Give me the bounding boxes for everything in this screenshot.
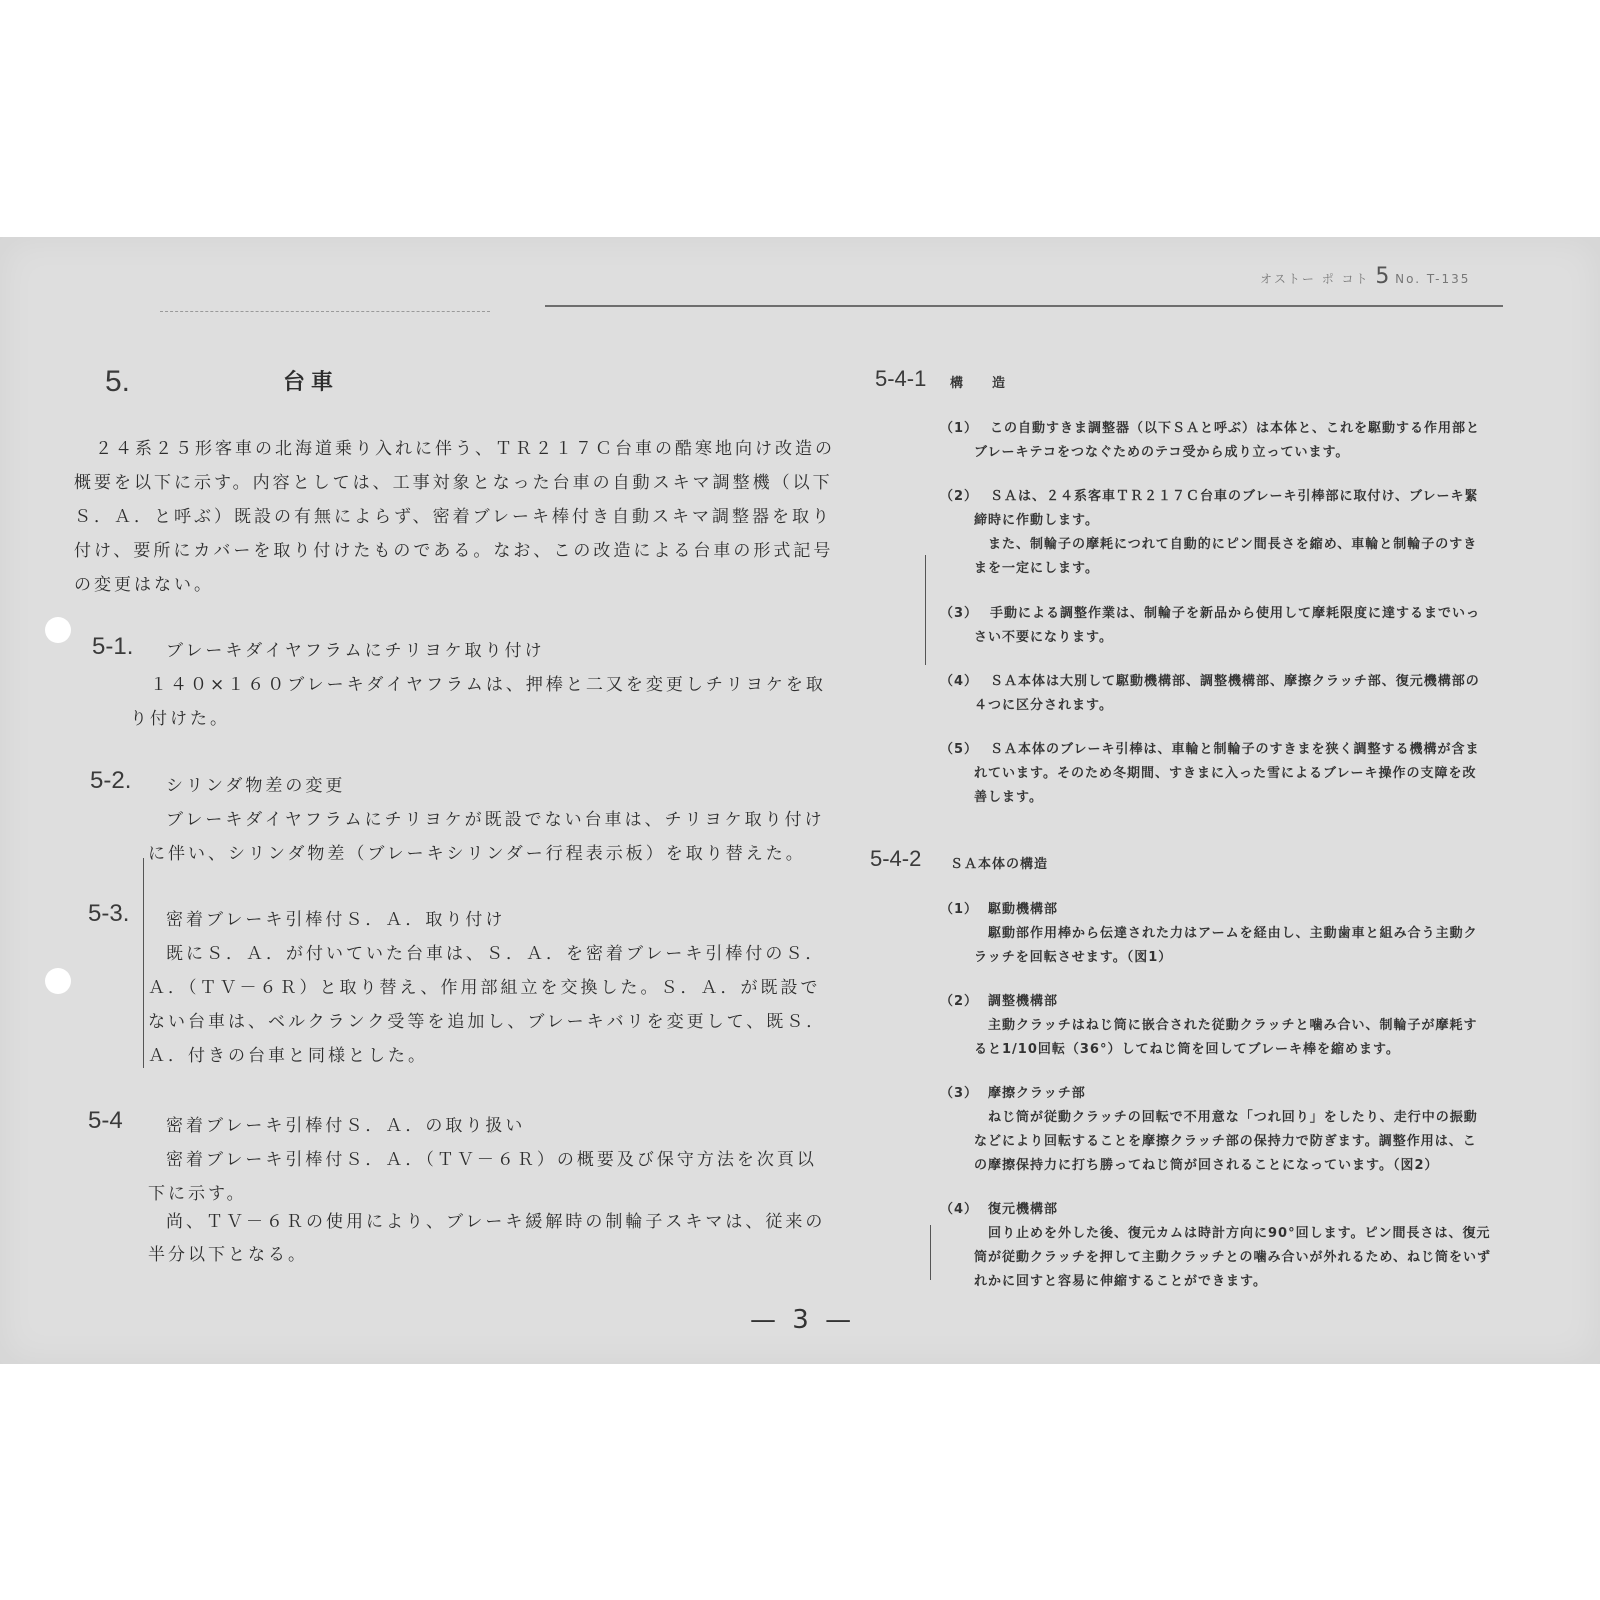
margin-mark-left: [143, 858, 144, 1068]
s542-item-2-num: （2）: [940, 994, 979, 1009]
header-page-number: 5: [1375, 264, 1390, 289]
s542-item-3-line-1: ねじ筒が従動クラッチの回転で不用意な「つれ回り」をしたり、走行中の振動: [988, 1110, 1478, 1125]
section-5-3-line-1: 既にＳ．Ａ．が付いていた台車は、Ｓ．Ａ．を密着ブレーキ引棒付のＳ．: [166, 944, 826, 964]
section-5-4-2-number: 5-4-2: [870, 846, 922, 871]
s542-item-3-line-2: などにより回転することを摩擦クラッチ部の保持力で防ぎます。調整作用は、こ: [974, 1134, 1477, 1149]
section-5-1-line-2: り付けた。: [130, 709, 230, 729]
section-5-3-line-3: ない台車は、ベルクランク受等を追加し、ブレーキバリを変更して、既Ｓ．: [148, 1012, 827, 1032]
section-5-1-line-1: １４０×１６０ブレーキダイヤフラムは、押棒と二又を変更しチリヨケを取: [150, 675, 826, 695]
section-5-4-line-4: 半分以下となる。: [148, 1245, 308, 1265]
section-5-2-number: 5-2.: [90, 767, 132, 794]
section-5-4-2-heading: ＳＡ本体の構造: [950, 857, 1049, 872]
page-header: [1260, 264, 1470, 289]
section-5-4-heading: 密着ブレーキ引棒付Ｓ．Ａ．の取り扱い: [166, 1116, 526, 1136]
section-5-4-line-1: 密着ブレーキ引棒付Ｓ．Ａ．（ＴＶ－６Ｒ）の概要及び保守方法を次頁以: [166, 1150, 817, 1170]
s541-item-3-line-2: さい不要になります。: [974, 630, 1113, 645]
section-5-3-heading: 密着ブレーキ引棒付Ｓ．Ａ．取り付け: [166, 910, 506, 930]
section-5-2-heading: シリンダ物差の変更: [166, 776, 346, 796]
s541-item-2-line-2: 締時に作動します。: [974, 513, 1099, 528]
s542-item-2-title: 調整機構部: [988, 994, 1059, 1009]
s541-item-3-num: （3）: [940, 606, 979, 621]
section-5-line-1: ２４系２５形客車の北海道乗り入れに伴う、ＴＲ２１７Ｃ台車の酷寒地向け改造の: [95, 439, 835, 459]
s541-item-1-line-2: ブレーキテコをつなぐためのテコ受から成り立っています。: [974, 445, 1350, 460]
s542-item-4-line-2: 筒が従動クラッチを押して主動クラッチとの噛み合いが外れるため、ねじ筒をいず: [974, 1250, 1491, 1265]
header-left: オストー ポ コト: [1260, 272, 1370, 286]
punch-hole-top: [45, 617, 71, 643]
section-5-line-3: Ｓ．Ａ．と呼ぶ）既設の有無によらず、密着ブレーキ棒付き自動スキマ調整器を取り: [74, 507, 832, 527]
section-5-4-line-3: 尚、ＴＶ－６Ｒの使用により、ブレーキ緩解時の制輪子スキマは、従来の: [166, 1212, 826, 1232]
section-5-1-heading: ブレーキダイヤフラムにチリヨケ取り付け: [166, 641, 545, 661]
s542-item-2-line-2: ると1/10回転（36°）してねじ筒を回してブレーキ棒を縮めます。: [974, 1042, 1400, 1057]
section-5-line-2: 概要を以下に示す。内容としては、工事対象となった台車の自動スキマ調整機（以下: [74, 473, 833, 493]
s542-item-1-num: （1）: [940, 902, 979, 917]
page-number: — 3 —: [750, 1305, 856, 1335]
section-5-4-line-2: 下に示す。: [148, 1184, 247, 1204]
s542-item-2-line-1: 主動クラッチはねじ筒に嵌合された従動クラッチと噛み合い、制輪子が摩耗す: [988, 1018, 1478, 1033]
section-5-1-number: 5-1.: [92, 633, 134, 660]
s542-item-4-num: （4）: [940, 1202, 979, 1217]
header-rule: [545, 305, 1503, 307]
s541-item-5-line-2: れています。そのため冬期間、すきまに入った雪によるブレーキ操作の支障を改: [974, 766, 1477, 781]
section-5-2-line-1: ブレーキダイヤフラムにチリヨケが既設でない台車は、チリヨケ取り付け: [166, 810, 825, 830]
s541-item-2-line-3: また、制輪子の摩耗につれて自動的にピン間長さを縮め、車輪と制輪子のすき: [974, 537, 1478, 552]
s541-item-1-num: （1）: [940, 421, 979, 436]
s542-item-4-title: 復元機構部: [988, 1202, 1059, 1217]
s542-item-4-line-3: れかに回すと容易に伸縮することができます。: [974, 1274, 1267, 1289]
s541-item-1-line-1: この自動すきま調整器（以下ＳＡと呼ぶ）は本体と、これを駆動する作用部と: [990, 421, 1481, 436]
section-5-3-line-4: Ａ．付きの台車と同様とした。: [148, 1046, 428, 1066]
section-5-4-1-heading: 構 造: [950, 376, 1007, 391]
punch-hole-bottom: [45, 968, 71, 994]
section-5-3-line-2: Ａ．（ＴＶ－６Ｒ）と取り替え、作用部組立を交換した。Ｓ．Ａ．が既設で: [148, 978, 821, 998]
s541-item-5-line-1: ＳＡ本体のブレーキ引棒は、車輪と制輪子のすきまを狭く調整する機構が含ま: [990, 742, 1480, 757]
s542-item-1-line-2: ラッチを回転させます。（図1）: [974, 950, 1173, 965]
s541-item-2-num: （2）: [940, 489, 979, 504]
s541-item-5-line-3: 善します。: [974, 790, 1043, 805]
s542-item-3-title: 摩擦クラッチ部: [988, 1086, 1086, 1101]
header-rule-left: [160, 311, 490, 312]
s541-item-3-line-1: 手動による調整作業は、制輪子を新品から使用して摩耗限度に達するまでいっ: [990, 606, 1481, 621]
s541-item-4-line-2: ４つに区分されます。: [974, 698, 1113, 713]
s542-item-4-line-1: 回り止めを外した後、復元カムは時計方向に90°回します。ピン間長さは、復元: [988, 1226, 1491, 1241]
section-5-4-1-number: 5-4-1: [875, 366, 927, 391]
s542-item-3-num: （3）: [940, 1086, 979, 1101]
header-right: No. T-135: [1395, 272, 1471, 286]
section-5-4-number: 5-4: [88, 1107, 123, 1134]
s542-item-1-line-1: 駆動部作用棒から伝達された力はアームを経由し、主動歯車と組み合う主動ク: [988, 926, 1478, 941]
section-5-line-4: 付け、要所にカバーを取り付けたものである。なお、この改造による台車の形式記号: [74, 541, 834, 561]
margin-mark-right-1: [925, 555, 926, 665]
s542-item-3-line-3: の摩擦保持力に打ち勝ってねじ筒が回されることになっています。（図2）: [974, 1158, 1439, 1173]
margin-mark-right-2: [930, 1225, 931, 1280]
section-5-title: 台車: [283, 370, 340, 395]
s542-item-1-title: 駆動機構部: [988, 902, 1059, 917]
section-5-2-line-2: に伴い、シリンダ物差（ブレーキシリンダー行程表示板）を取り替えた。: [148, 844, 806, 864]
s541-item-4-num: （4）: [940, 674, 979, 689]
section-5-line-5: の変更はない。: [74, 575, 214, 595]
s541-item-4-line-1: ＳＡ本体は大別して駆動機構部、調整機構部、摩擦クラッチ部、復元機構部の: [990, 674, 1480, 689]
section-5-number: 5.: [105, 365, 131, 398]
section-5-3-number: 5-3.: [88, 900, 130, 927]
s541-item-2-line-4: まを一定にします。: [974, 561, 1099, 576]
s541-item-2-line-1: ＳＡは、２４系客車ＴＲ２１７Ｃ台車のブレーキ引棒部に取付け、ブレーキ緊: [990, 489, 1479, 504]
s541-item-5-num: （5）: [940, 742, 979, 757]
